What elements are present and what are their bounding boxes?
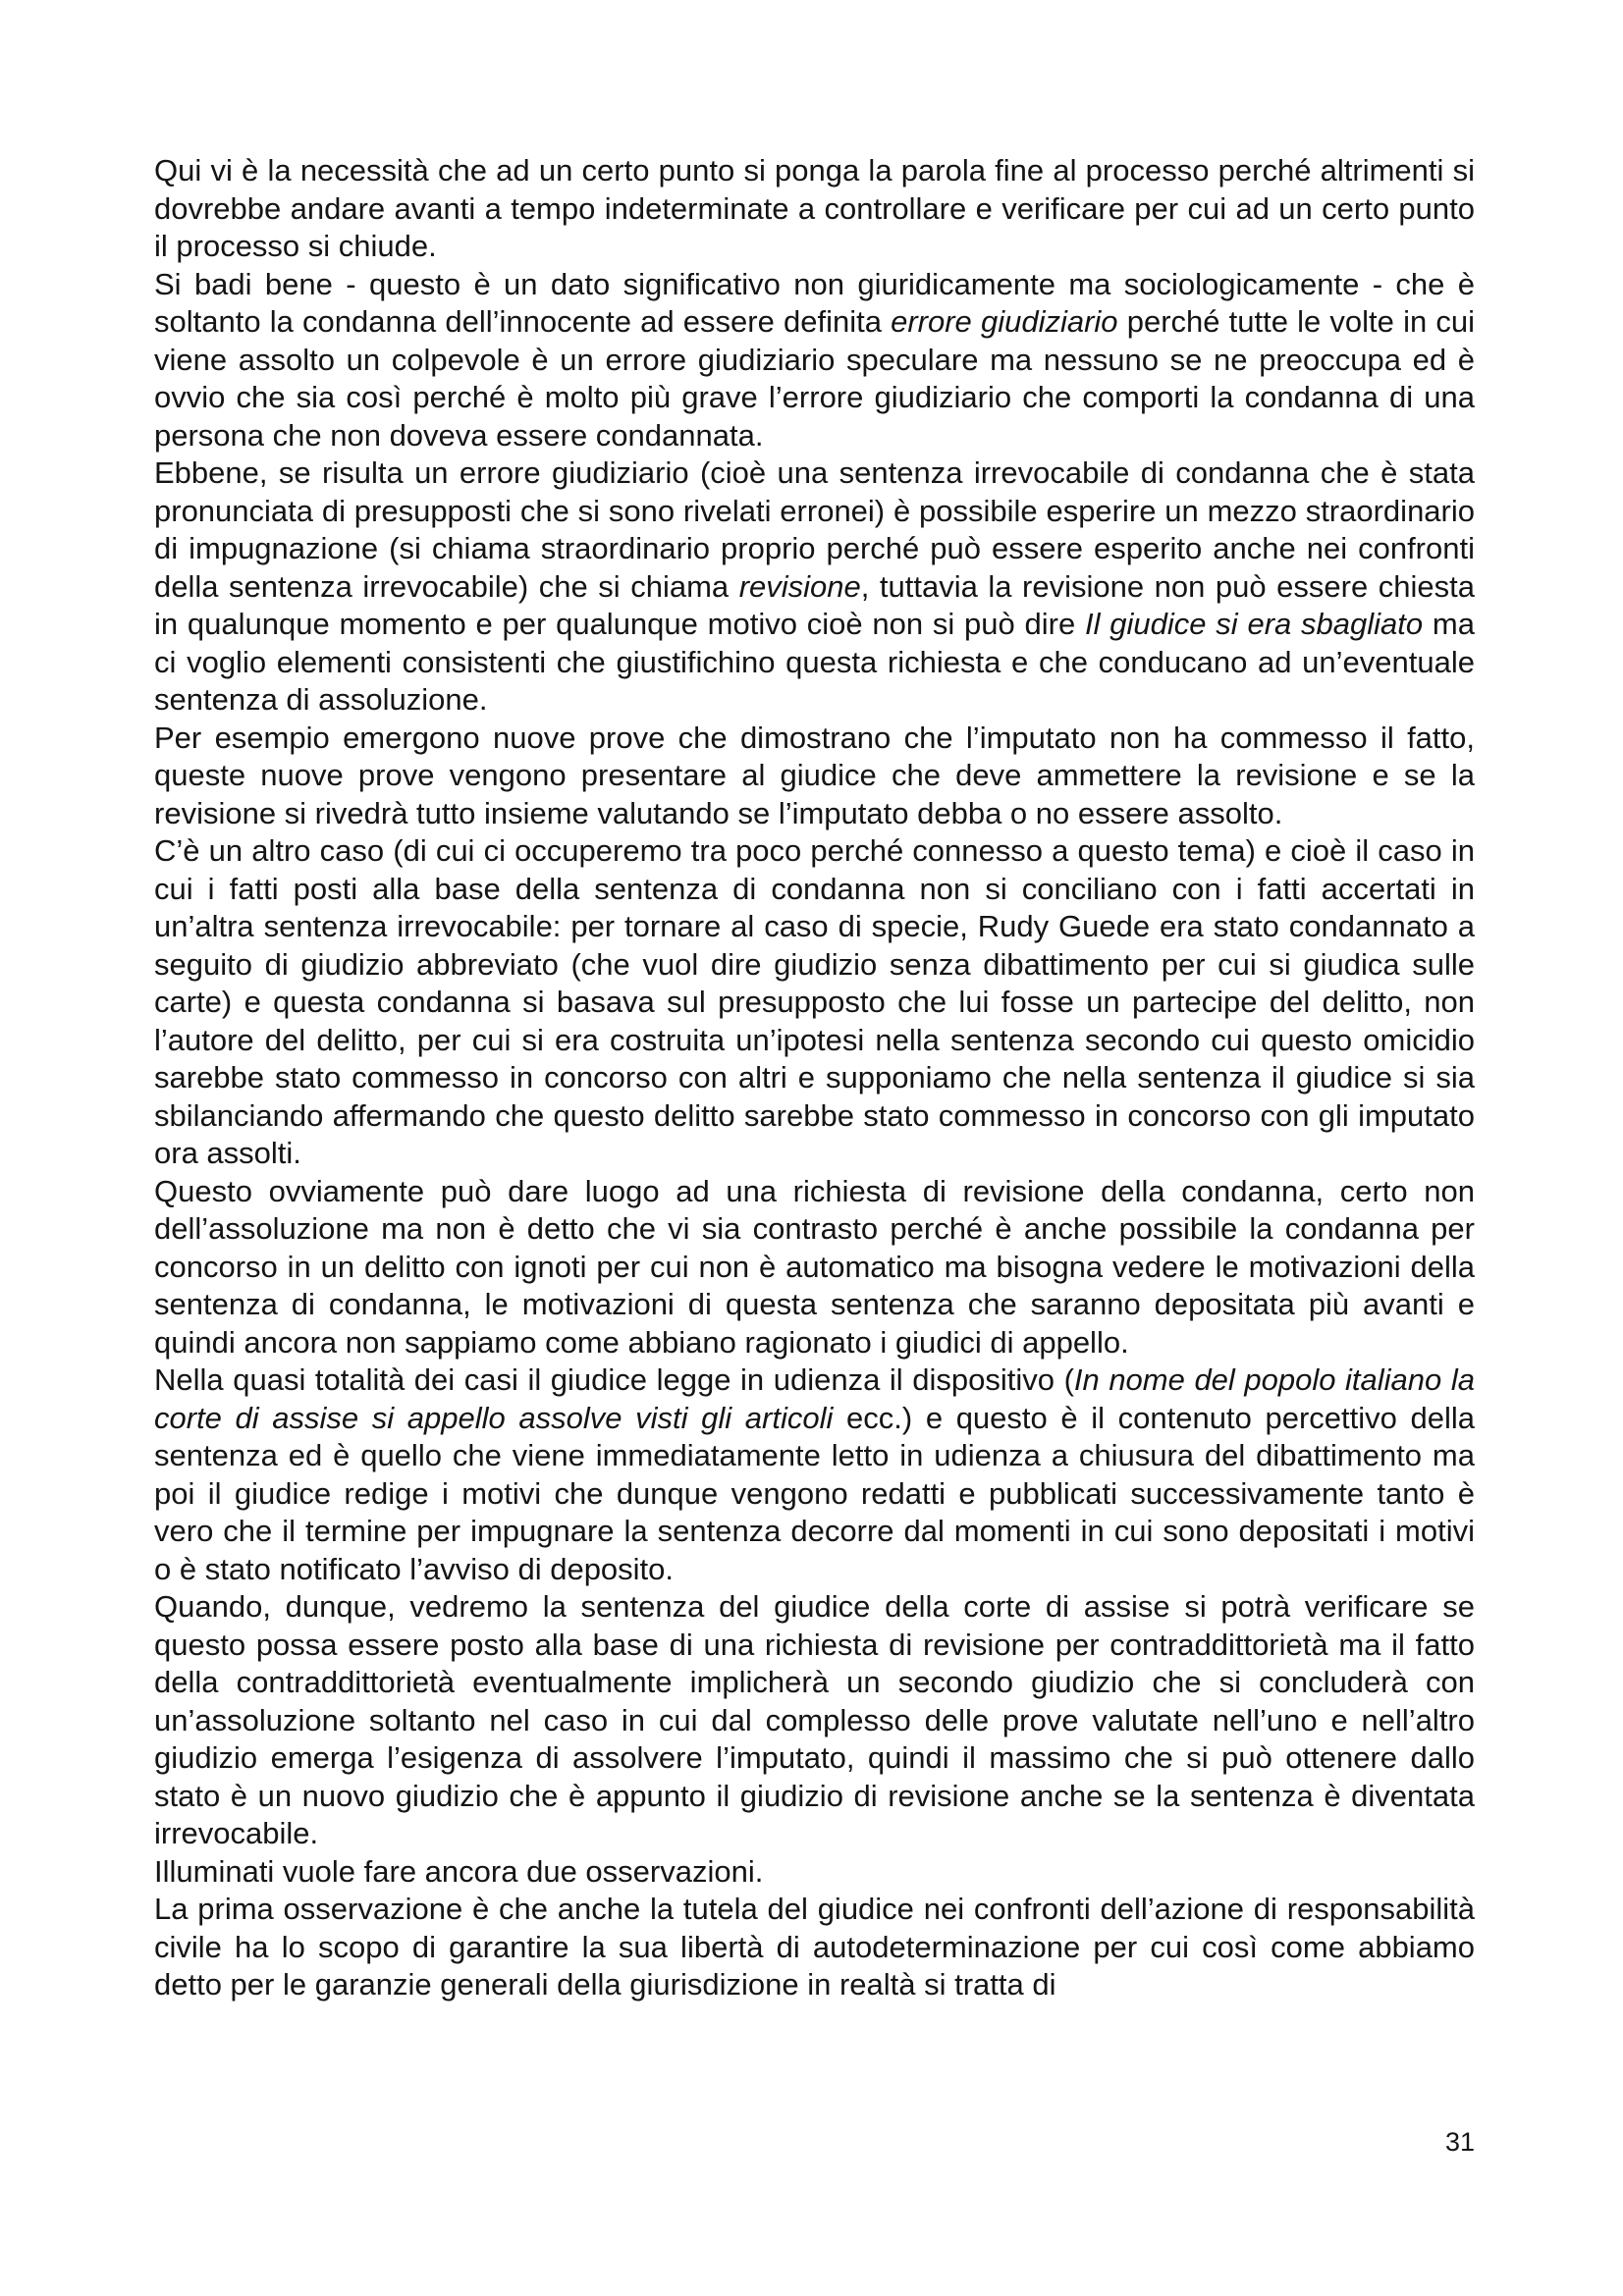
text-segment: Per esempio emergono nuove prove che dimostrano che l’imputato non ha commesso il fatto, queste nuove prove vengono presentare al giudice che deve ammettere la revisione e se la revisione si rivedrà tutto insieme valutando se l’imputato debba o no essere assolto. [154, 720, 1475, 830]
text-segment: , tuttavia la revisione non può essere chiesta in qualunque momento e per qualunque motivo cioè non si può dire [154, 568, 1475, 641]
text-segment: Ebbene, se risulta un errore giudiziario (cioè una sentenza irrevocabile di condanna che è stata pronunciata di presupposti che si sono rivelati erronei) è possibile esperire un mezzo straordinario di impugnazione (si chiama straordinario proprio perché può essere esperito anche nei confronti della sentenza irrevocabile) che si chiama [154, 455, 1475, 604]
paragraph [154, 1891, 1475, 2004]
italic-text-segment: errore giudiziario [891, 304, 1118, 339]
paragraph [154, 832, 1475, 1173]
page-body-text [154, 152, 1475, 2004]
paragraph [154, 1588, 1475, 1853]
text-segment: ma ci voglio elementi consistenti che giustifichino questa richiesta e che conducano ad un’eventuale sentenza di assoluzione. [154, 607, 1475, 717]
text-segment: perché tutte le volte in cui viene assolto un colpevole è un errore giudiziario speculare ma nessuno se ne preoccupa ed è ovvio che sia così perché è molto più grave l’errore giudiziario che comporti la condanna di una persona che non doveva essere condannata. [154, 304, 1475, 453]
text-segment: La prima osservazione è che anche la tutela del giudice nei confronti dell’azione di responsabilità civile ha lo scopo di garantire la sua libertà di autodeterminazione per cui così come abbiamo detto per le garanzie generali della giurisdizione in realtà si tratta di [154, 1892, 1475, 2002]
paragraph [154, 1173, 1475, 1362]
paragraph [154, 1362, 1475, 1588]
text-segment: Quando, dunque, vedremo la sentenza del giudice della corte di assise si potrà verificare se questo possa essere posto alla base di una richiesta di revisione per contraddittorietà ma il fatto della contraddittorietà eventualmente implicherà un secondo giudizio che si concluderà con un’assoluzione soltanto nel caso in cui dal complesso delle prove valutate nell’uno e nell’altro giudizio emerga l’esigenza di assolvere l’imputato, quindi il massimo che si può ottenere dallo stato è un nuovo giudizio che è appunto il giudizio di revisione anche se la sentenza è diventata irrevocabile. [154, 1589, 1475, 1850]
text-segment: ecc.) e questo è il contenuto percettivo della sentenza ed è quello che viene immediatamente letto in udienza a chiusura del dibattimento ma poi il giudice redige i motivi che dunque vengono redatti e pubblicati successivamente tanto è vero che il termine per impugnare la sentenza decorre dal momenti in cui sono depositati i motivi o è stato notificato l’avviso di deposito. [154, 1400, 1475, 1586]
text-segment: Questo ovviamente può dare luogo ad una richiesta di revisione della condanna, certo non dell’assoluzione ma non è detto che vi sia contrasto perché è anche possibile la condanna per concorso in un delitto con ignoti per cui non è automatico ma bisogna vedere le motivazioni della sentenza di condanna, le motivazioni di questa sentenza che saranno depositata più avanti e quindi ancora non sappiamo come abbiano ragionato i giudici di appello. [154, 1173, 1475, 1360]
italic-text-segment: Il giudice si era sbagliato [1085, 607, 1424, 641]
text-segment: Nella quasi totalità dei casi il giudice legge in udienza il dispositivo ( [154, 1362, 1074, 1397]
paragraph [154, 720, 1475, 833]
italic-text-segment: In nome del popolo italiano la corte di assise si appello assolve visti gli articoli [154, 1362, 1475, 1435]
paragraph [154, 454, 1475, 720]
paragraph [154, 1853, 1475, 1892]
text-segment: Si badi bene - questo è un dato significativo non giuridicamente ma sociologicamente - che è soltanto la condanna dell’innocente ad essere definita [154, 266, 1475, 339]
paragraph [154, 266, 1475, 455]
text-segment: Illuminati vuole fare ancora due osservazioni. [154, 1853, 764, 1889]
italic-text-segment: revisione [738, 568, 861, 604]
text-segment: Qui vi è la necessità che ad un certo punto si ponga la parola fine al processo perché altrimenti si dovrebbe andare avanti a tempo indeterminate a controllare e verificare per cui ad un certo punto il processo si chiude. [154, 153, 1475, 263]
text-segment: C’è un altro caso (di cui ci occuperemo tra poco perché connesso a questo tema) e cioè il caso in cui i fatti posti alla base della sentenza di condanna non si conciliano con i fatti accertati in un’altra sentenza irrevocabile: per tornare al caso di specie, Rudy Guede era stato condannato a seguito di giudizio abbreviato (che vuol dire giudizio senza dibattimento per cui si giudica sulle carte) e questa condanna si basava sul presupposto che lui fosse un partecipe del delitto, non l’autore del delitto, per cui si era costruita un’ipotesi nella sentenza secondo cui questo omicidio sarebbe stato commesso in concorso con altri e supponiamo che nella sentenza il giudice si sia sbilanciando affermando che questo delitto sarebbe stato commesso in concorso con gli imputato ora assolti. [154, 833, 1475, 1170]
page-number: 31 [1444, 2127, 1475, 2157]
paragraph [154, 152, 1475, 266]
